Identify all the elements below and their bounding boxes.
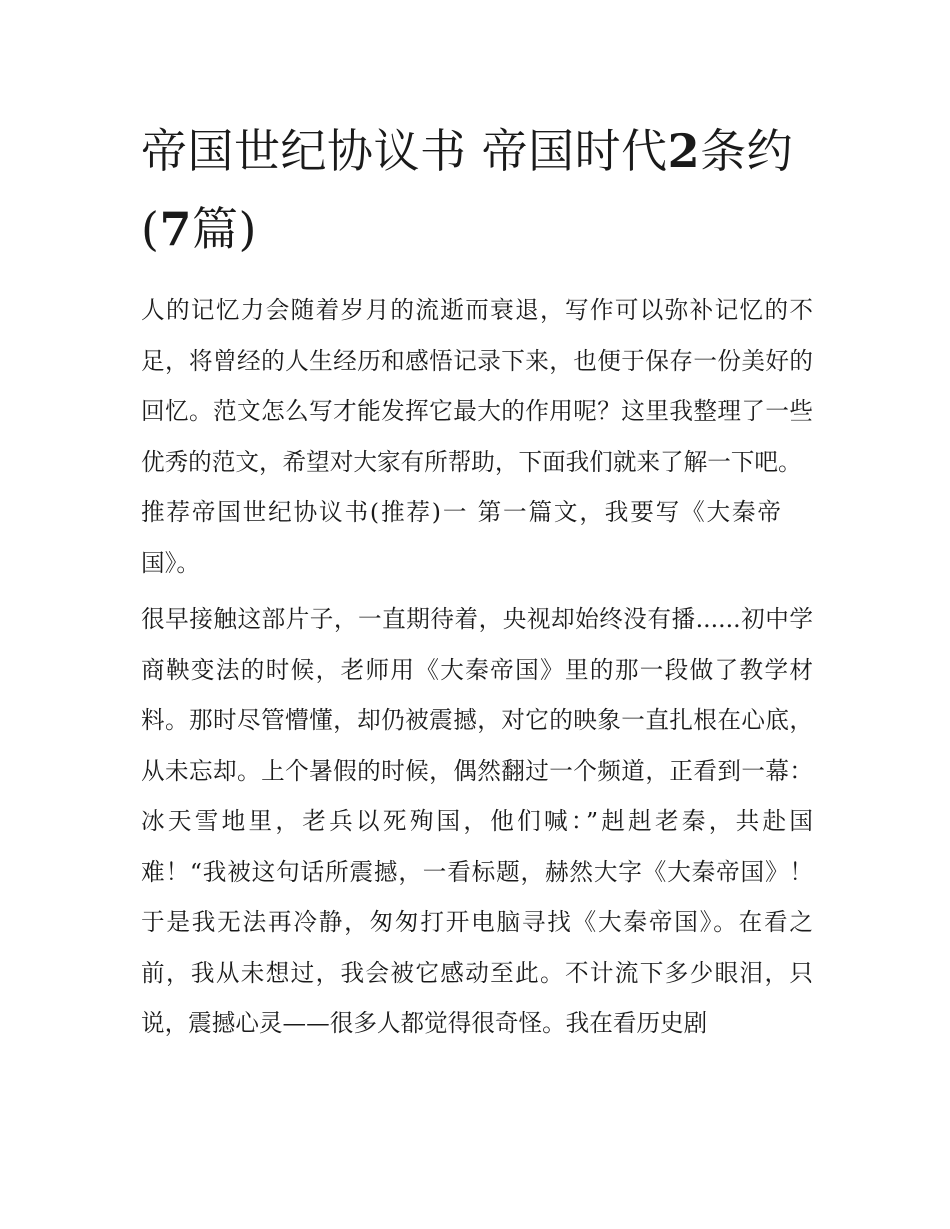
title-text-1: 帝国世纪协议书 帝国时代 bbox=[141, 124, 668, 178]
title-text-2: 条约( bbox=[141, 124, 794, 256]
body-paragraph: 很早接触这部片子，一直期待着，央视却始终没有播......初中学商鞅变法的时候，老师用《大秦帝国》里的那一段做了教学材料。那时尽管懵懂，却仍被震撼，对它的映象一直扎根在心底，从未忘却。上个暑假的时候，偶然翻过一个频道，正看到一幕：冰天雪地里，老兵以死殉国，他们喊：”赳赳老秦，共赴国难！“我被这句话所震撼，一看标题，赫然大字《大秦帝国》！于是我无法再冷静，匆匆打开电脑寻找《大秦帝国》。在看之前，我从未想过，我会被它感动至此。不计流下多少眼泪，只说，震撼心灵——很多人都觉得很奇怪。我在看历史剧 bbox=[141, 605, 813, 1037]
document-title bbox=[141, 112, 813, 268]
document-page bbox=[141, 112, 813, 1049]
intro-paragraph: 人的记忆力会随着岁月的流逝而衰退，写作可以弥补记忆的不足，将曾经的人生经历和感悟记录下来，也便于保存一份美好的回忆。范文怎么写才能发挥它最大的作用呢？这里我整理了一些优秀的范文，希望对大家有所帮助，下面我们就来了解一下吧。 bbox=[141, 296, 813, 476]
title-count: 7 bbox=[159, 202, 192, 256]
title-number: 2 bbox=[667, 124, 701, 178]
section-heading-paragraph: 推荐帝国世纪协议书(推荐)一 第一篇文，我要写《大秦帝国》。 bbox=[141, 498, 781, 577]
title-text-3: 篇) bbox=[191, 202, 257, 256]
